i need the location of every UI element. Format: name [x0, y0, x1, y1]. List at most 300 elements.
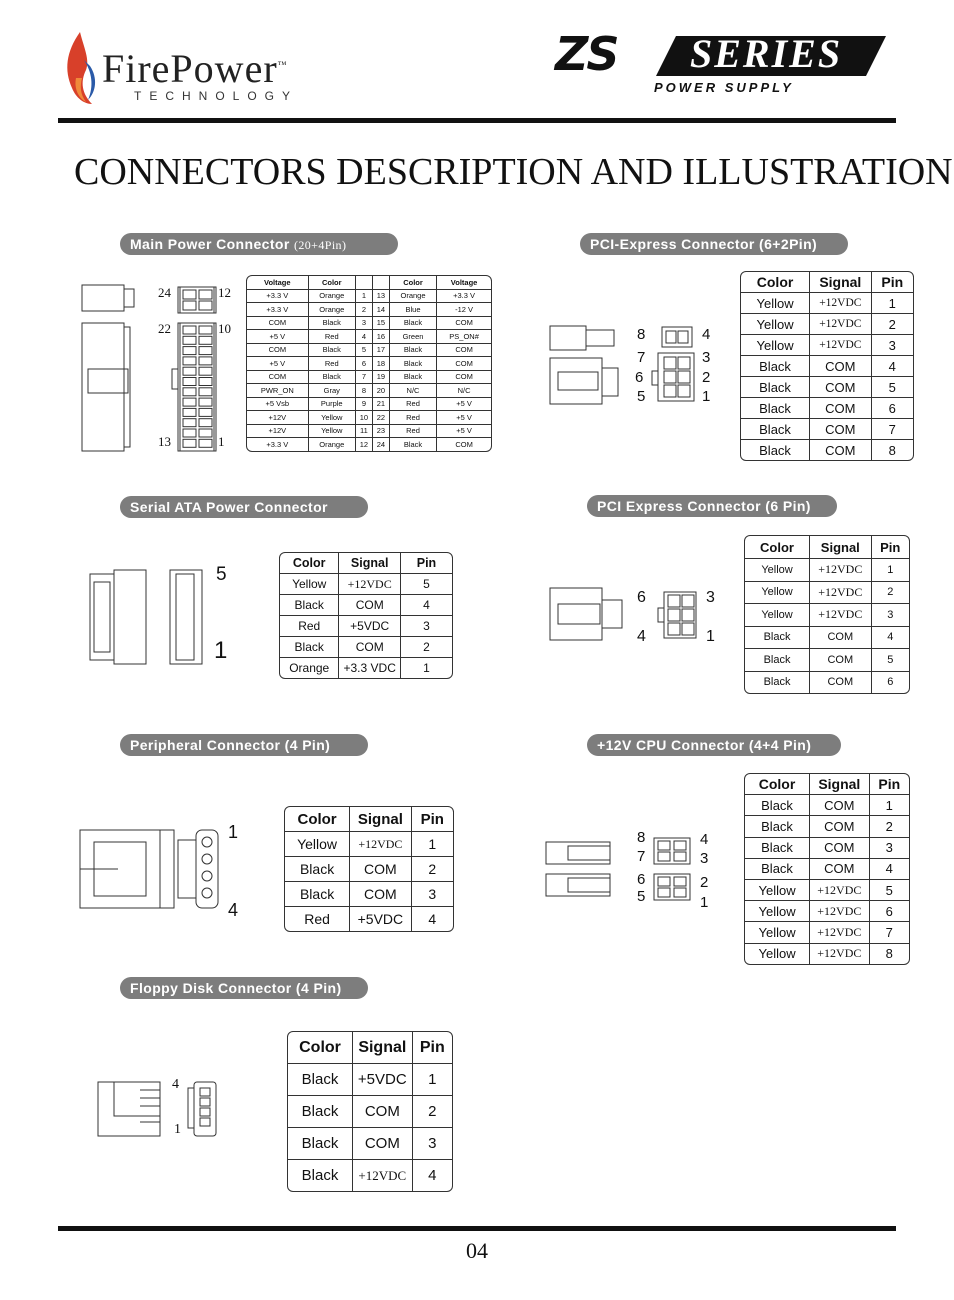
table-cell: Yellow: [280, 574, 339, 595]
table-cell: Red: [390, 425, 437, 439]
table-row: [280, 595, 452, 616]
table-cell: +5VDC: [350, 907, 411, 931]
table-row: [247, 357, 491, 371]
table-row: [741, 356, 913, 377]
table-cell: 4: [428, 1167, 437, 1184]
table-cell: Black: [745, 838, 810, 859]
brand-name: FirePower™: [102, 46, 288, 91]
table-cell: 22: [373, 411, 390, 425]
page-title: CONNECTORS DESCRIPTION AND ILLUSTRATION: [74, 151, 953, 193]
table-row: [247, 303, 491, 317]
table-row: [288, 1128, 452, 1160]
table-cell: +5 V: [437, 411, 491, 425]
pin-cell: [183, 347, 196, 355]
column-header: [356, 276, 373, 290]
table-cell: 12: [356, 438, 373, 451]
table-cell: Black: [741, 377, 810, 398]
table-cell: +3.3 V: [247, 438, 309, 451]
pcie-6-pinout-table: [744, 535, 910, 694]
table-cell: COM: [247, 371, 309, 385]
pin-cell: [199, 357, 212, 365]
pin-cell: [183, 301, 196, 310]
pin-cell: [183, 398, 196, 406]
table-cell: 17: [373, 344, 390, 358]
table-cell: 11: [356, 425, 373, 439]
table-cell: 4: [356, 330, 373, 344]
table-cell: Red: [280, 616, 339, 637]
table-cell: Black: [745, 649, 810, 672]
table-cell: +12VDC: [810, 922, 870, 943]
column-header: Color: [745, 536, 810, 559]
pin-label-3: 3: [706, 589, 715, 606]
table-row: [745, 816, 909, 837]
table-cell: 2: [356, 303, 373, 317]
table-cell: 3: [872, 604, 909, 627]
table-cell: 18: [373, 357, 390, 371]
table-header-row: [247, 276, 491, 290]
column-header: Signal: [810, 774, 870, 795]
table-cell: Black: [390, 438, 437, 451]
pin-label-5: 5: [216, 564, 227, 585]
table-cell: +12VDC: [353, 1160, 413, 1191]
column-header: Color: [280, 553, 339, 574]
column-header: Color: [309, 276, 356, 290]
table-cell: Yellow: [309, 411, 356, 425]
table-row: [745, 901, 909, 922]
table-cell: +3.3 V: [247, 290, 309, 304]
pin-label-4: 4: [228, 900, 239, 920]
table-cell: 3: [356, 317, 373, 331]
pin-cell: [199, 301, 212, 310]
table-cell: Green: [390, 330, 437, 344]
column-header: Pin: [413, 1032, 452, 1064]
table-cell: 4: [872, 627, 909, 650]
table-row: [741, 398, 913, 419]
table-cell: Black: [390, 371, 437, 385]
table-row: [741, 293, 913, 314]
main-power-pin-grid: [178, 283, 218, 453]
table-cell: 5: [872, 377, 913, 398]
pin-cell: [183, 336, 196, 344]
column-header: Pin: [870, 774, 909, 795]
table-cell: Yellow: [745, 604, 810, 627]
table-cell: COM: [810, 859, 870, 880]
table-cell: +5 V: [247, 357, 309, 371]
pin-label-3: 3: [702, 349, 711, 366]
header-rule: [58, 118, 896, 123]
table-header-row: [280, 553, 452, 574]
table-row: [247, 371, 491, 385]
table-cell: Black: [745, 627, 810, 650]
table-cell: 1: [872, 559, 909, 582]
floppy-connector-illustration: [96, 1078, 226, 1140]
section-label-peripheral: Peripheral Connector (4 Pin): [120, 734, 368, 756]
pin-label-1: 1: [702, 388, 711, 405]
section-label-pcie-6: PCI Express Connector (6 Pin): [587, 495, 837, 517]
table-cell: Red: [309, 330, 356, 344]
table-cell: 1: [870, 795, 909, 816]
pin-label-22: 22: [158, 321, 171, 336]
sata-pinout-table: [279, 552, 453, 679]
table-header-row: [745, 774, 909, 795]
table-row: [741, 419, 913, 440]
table-cell: 2: [872, 582, 909, 605]
table-cell: COM: [810, 398, 871, 419]
table-cell: 6: [872, 398, 913, 419]
table-cell: Black: [309, 344, 356, 358]
pin-label-1: 1: [218, 434, 225, 449]
table-cell: 2: [872, 314, 913, 335]
table-cell: 7: [870, 922, 909, 943]
table-cell: COM: [350, 882, 411, 907]
table-cell: N/C: [437, 384, 491, 398]
table-row: [247, 425, 491, 439]
table-row: [745, 944, 909, 964]
table-row: [288, 1096, 452, 1128]
section-label-floppy: Floppy Disk Connector (4 Pin): [120, 977, 368, 999]
table-cell: Black: [741, 398, 810, 419]
page-number: 04: [466, 1238, 488, 1263]
column-header: [373, 276, 390, 290]
pcie-6-2-pin-grid: [648, 325, 698, 403]
table-cell: +12VDC: [810, 582, 871, 605]
table-cell: 8: [356, 384, 373, 398]
table-cell: COM: [437, 344, 491, 358]
pin-label-1: 1: [174, 1122, 181, 1137]
table-cell: COM: [810, 419, 871, 440]
table-cell: 1: [412, 832, 453, 857]
table-cell: 8: [888, 442, 896, 458]
table-cell: 1: [413, 1064, 452, 1096]
pin-cell: [183, 388, 196, 396]
table-cell: +3.3 V: [247, 303, 309, 317]
main-power-pinout-table: [246, 275, 492, 452]
table-cell: +12VDC: [350, 832, 411, 857]
table-cell: Black: [309, 317, 356, 331]
table-row: [745, 880, 909, 901]
section-label-sata: Serial ATA Power Connector: [120, 496, 368, 518]
table-cell: -12 V: [437, 303, 491, 317]
table-cell: COM: [810, 672, 871, 694]
table-cell: Black: [390, 344, 437, 358]
table-row: [288, 1160, 452, 1191]
table-cell: 7: [356, 371, 373, 385]
pin-cell: [199, 347, 212, 355]
table-cell: Black: [280, 637, 339, 658]
table-row: [745, 582, 909, 605]
pin-cell: [199, 336, 212, 344]
table-cell: COM: [339, 637, 401, 658]
pin-label-4: 4: [172, 1077, 179, 1092]
table-cell: 2: [401, 637, 452, 658]
table-cell: Red: [285, 907, 350, 931]
table-cell: +5 V: [247, 330, 309, 344]
table-cell: 3: [412, 882, 453, 907]
pin-cell: [199, 326, 212, 334]
table-cell: COM: [810, 838, 870, 859]
table-header-row: [745, 536, 909, 559]
table-cell: Black: [741, 356, 810, 377]
table-cell: 5: [872, 649, 909, 672]
pin-cell: [183, 290, 196, 299]
table-cell: Purple: [309, 398, 356, 412]
table-row: [741, 335, 913, 356]
table-cell: Black: [745, 672, 810, 694]
table-cell: Orange: [309, 438, 356, 451]
table-row: [285, 832, 453, 857]
table-cell: 23: [373, 425, 390, 439]
table-row: [285, 857, 453, 882]
pin-label-4: 4: [702, 326, 711, 343]
table-cell: COM: [455, 439, 473, 449]
table-cell: 3: [872, 335, 913, 356]
pin-cell: [199, 367, 212, 375]
pcie-6-2-connector-illustration: [548, 322, 628, 408]
pin-label-1: 1: [700, 894, 709, 911]
table-cell: COM: [810, 649, 871, 672]
series-subtitle: POWER SUPPLY: [654, 80, 794, 95]
table-row: [247, 398, 491, 412]
table-cell: Black: [390, 357, 437, 371]
table-cell: Yellow: [745, 901, 810, 922]
table-cell: Yellow: [745, 880, 810, 901]
table-cell: Red: [309, 357, 356, 371]
table-row: [745, 604, 909, 627]
table-cell: Black: [280, 595, 339, 616]
pin-cell: [199, 429, 212, 437]
table-cell: Black: [741, 419, 810, 440]
firepower-flame-logo: [62, 30, 98, 106]
table-cell: COM: [350, 857, 411, 882]
table-cell: COM: [810, 356, 871, 377]
pin-label-7: 7: [637, 349, 646, 366]
table-cell: COM: [810, 440, 871, 460]
table-cell: COM: [339, 595, 401, 616]
column-header: Voltage: [247, 276, 309, 290]
table-cell: 9: [356, 398, 373, 412]
table-header-row: [285, 807, 453, 832]
column-header: Signal: [353, 1032, 413, 1064]
table-cell: COM: [810, 627, 871, 650]
table-cell: +12VDC: [810, 901, 870, 922]
column-header: Signal: [339, 553, 401, 574]
table-cell: Red: [390, 398, 437, 412]
table-cell: Orange: [309, 303, 356, 317]
series-name: SERIES: [690, 31, 843, 76]
table-cell: Black: [390, 317, 437, 331]
pin-cell: [183, 419, 196, 427]
table-cell: Black: [745, 795, 810, 816]
pcie-6-connector-illustration: [548, 586, 628, 642]
column-header: Color: [285, 807, 350, 832]
table-cell: +5 V: [437, 425, 491, 439]
table-row: [741, 314, 913, 335]
pin-cell: [199, 290, 212, 299]
table-cell: 2: [412, 857, 453, 882]
table-cell: COM: [247, 317, 309, 331]
table-cell: +12VDC: [810, 559, 871, 582]
pin-label-8: 8: [637, 326, 646, 343]
table-cell: 5: [401, 574, 452, 595]
table-cell: 19: [373, 371, 390, 385]
table-cell: N/C: [390, 384, 437, 398]
section-label-cpu: +12V CPU Connector (4+4 Pin): [587, 734, 841, 756]
column-header: Color: [288, 1032, 353, 1064]
table-row: [247, 411, 491, 425]
table-cell: Yellow: [741, 293, 810, 314]
table-cell: Black: [288, 1064, 353, 1096]
table-cell: 1: [356, 290, 373, 304]
table-cell: Yellow: [745, 922, 810, 943]
table-row: [247, 317, 491, 331]
table-row: [745, 859, 909, 880]
pin-label-7: 7: [637, 848, 646, 865]
table-cell: 1: [423, 661, 430, 675]
table-cell: Black: [288, 1096, 353, 1128]
pin-cell: [199, 398, 212, 406]
table-cell: Orange: [390, 290, 437, 304]
pin-label-5: 5: [637, 888, 646, 905]
table-cell: +12V: [247, 425, 309, 439]
column-header: Pin: [412, 807, 453, 832]
column-header: Color: [741, 272, 810, 293]
pin-cell: [183, 408, 196, 416]
table-cell: +12VDC: [810, 293, 871, 314]
pin-label-1: 1: [214, 637, 228, 664]
pin-cell: [199, 388, 212, 396]
table-row: [288, 1064, 452, 1096]
table-cell: COM: [437, 371, 491, 385]
section-label-pcie-6-2: PCI-Express Connector (6+2Pin): [580, 233, 848, 255]
table-cell: 6: [356, 357, 373, 371]
pin-cell: [183, 367, 196, 375]
table-cell: COM: [353, 1128, 413, 1160]
table-cell: 3: [413, 1128, 452, 1160]
table-cell: Yellow: [745, 582, 810, 605]
table-cell: Black: [741, 440, 810, 460]
pin-cell: [183, 378, 196, 386]
table-cell: Black: [745, 816, 810, 837]
table-row: [280, 658, 452, 678]
table-cell: 1: [872, 293, 913, 314]
table-cell: 13: [373, 290, 390, 304]
pin-label-2: 2: [702, 369, 711, 386]
table-cell: 24: [373, 438, 390, 451]
column-header: Signal: [810, 536, 871, 559]
table-cell: Black: [745, 859, 810, 880]
table-row: [745, 838, 909, 859]
table-cell: COM: [437, 357, 491, 371]
pin-label-1: 1: [706, 628, 715, 645]
table-cell: 10: [356, 411, 373, 425]
section-label-main-power: Main Power Connector (20+4Pin): [120, 233, 398, 255]
table-cell: Orange: [309, 290, 356, 304]
column-header: Pin: [872, 536, 909, 559]
pin-cell: [183, 357, 196, 365]
table-cell: Yellow: [309, 425, 356, 439]
table-cell: Black: [288, 1128, 353, 1160]
column-header: Signal: [810, 272, 871, 293]
table-cell: 2: [413, 1096, 452, 1128]
table-cell: +5VDC: [353, 1064, 413, 1096]
table-row: [745, 559, 909, 582]
table-row: [280, 574, 452, 595]
table-cell: COM: [810, 795, 870, 816]
table-cell: +3.3 V: [437, 290, 491, 304]
table-row: [247, 384, 491, 398]
pin-label-4: 4: [700, 831, 709, 848]
table-row: [745, 649, 909, 672]
table-cell: 6: [887, 676, 894, 689]
table-cell: 14: [373, 303, 390, 317]
table-cell: Black: [285, 857, 350, 882]
table-cell: 6: [870, 901, 909, 922]
pin-label-4: 4: [637, 628, 646, 645]
table-cell: Yellow: [745, 944, 810, 964]
pin-label-1: 1: [228, 822, 239, 842]
table-cell: COM: [810, 816, 870, 837]
table-cell: +12VDC: [339, 574, 401, 595]
table-cell: Blue: [390, 303, 437, 317]
pin-label-24: 24: [158, 285, 171, 300]
brand-subtitle: TECHNOLOGY: [134, 89, 299, 103]
table-cell: 21: [373, 398, 390, 412]
column-header: Color: [745, 774, 810, 795]
table-cell: +5 Vsb: [247, 398, 309, 412]
table-cell: Black: [285, 882, 350, 907]
peripheral-pinout-table: [284, 806, 454, 932]
pin-cell: [183, 429, 196, 437]
column-header: Signal: [350, 807, 411, 832]
pin-label-13: 13: [158, 434, 171, 449]
pin-cell: [183, 326, 196, 334]
table-cell: 16: [373, 330, 390, 344]
table-row: [745, 627, 909, 650]
table-row: [741, 440, 913, 460]
table-cell: Red: [390, 411, 437, 425]
pin-cell: [199, 378, 212, 386]
table-row: [745, 922, 909, 943]
pin-label-2: 2: [700, 874, 709, 891]
table-cell: Yellow: [285, 832, 350, 857]
table-cell: 15: [373, 317, 390, 331]
table-row: [285, 907, 453, 931]
pin-label-10: 10: [218, 321, 231, 336]
table-cell: +12VDC: [810, 604, 871, 627]
sata-connector-illustration: [88, 570, 208, 665]
table-row: [247, 330, 491, 344]
table-row: [745, 795, 909, 816]
table-cell: Black: [309, 371, 356, 385]
column-header: Voltage: [437, 276, 491, 290]
pcie-6-pin-grid: [658, 590, 698, 640]
table-cell: 7: [872, 419, 913, 440]
table-cell: 4: [401, 595, 452, 616]
table-cell: 4: [428, 911, 437, 927]
table-cell: +12VDC: [810, 880, 870, 901]
pin-label-5: 5: [637, 388, 646, 405]
table-cell: 4: [870, 859, 909, 880]
table-row: [741, 377, 913, 398]
pin-label-3: 3: [700, 850, 709, 867]
series-zs-logo: ZS: [555, 27, 618, 81]
table-cell: 5: [356, 344, 373, 358]
table-cell: +3.3 VDC: [339, 658, 401, 678]
table-header-row: [741, 272, 913, 293]
pin-label-6: 6: [635, 369, 644, 386]
table-row: [745, 672, 909, 694]
table-cell: COM: [437, 317, 491, 331]
